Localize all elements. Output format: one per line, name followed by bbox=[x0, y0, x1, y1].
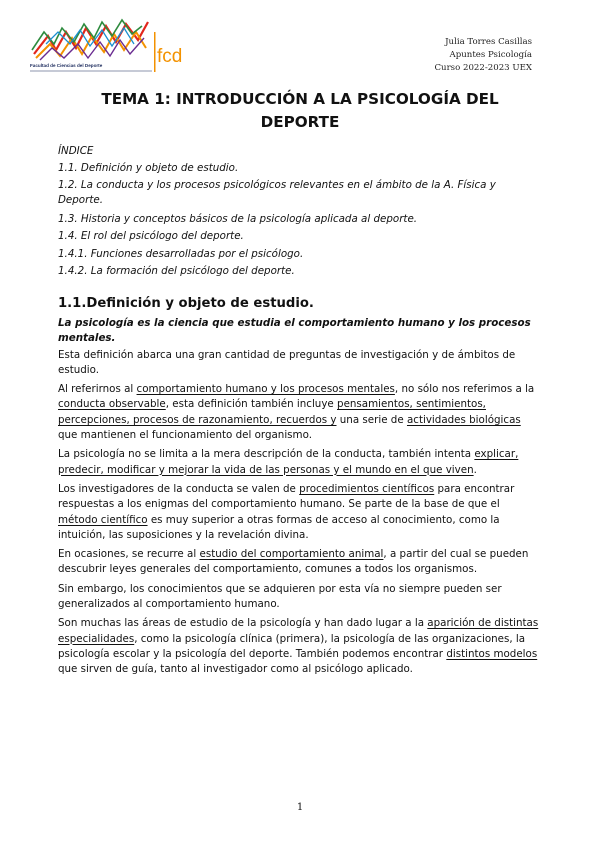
document-body bbox=[58, 143, 542, 682]
paragraph-5: En ocasiones, se recurre al estudio del comportamiento animal, a partir del cual se pueden descubrir leyes generales del comportamiento, comunes a todos los organismos. bbox=[58, 548, 529, 576]
paragraph-2: Al referirnos al comportamiento humano y los procesos mentales, no sólo nos referimos a la conducta observable, esta definición también incluye pensamientos, sentimientos, percepciones, procesos de razonamiento, recuerdos y una serie de actividades biológicas que mantienen el funcionamiento del organismo. bbox=[58, 383, 535, 442]
page-number: 1 bbox=[296, 802, 304, 813]
underlined-term: distintos modelos bbox=[446, 647, 538, 660]
toc-item: 1.4.2. La formación del psicólogo del deporte. bbox=[58, 265, 295, 278]
underlined-term: pensamientos, sentimientos, percepciones, procesos de razonamiento, recuerdos y bbox=[58, 398, 486, 426]
section-heading: 1.1.Definición y objeto de estudio. bbox=[58, 295, 314, 311]
section-lead: La psicología es la ciencia que estudia el comportamiento humano y los procesos mentales. bbox=[58, 316, 531, 345]
paragraph-3: La psicología no se limita a la mera descripción de la conducta, también intenta explicar, predecir, modificar y mejorar la vida de las personas y el mundo en el que viven. bbox=[58, 448, 519, 476]
subject-name: Apuntes Psicología bbox=[449, 50, 532, 60]
document-title: TEMA 1: INTRODUCCIÓN A LA PSICOLOGÍA DEL DEPORTE bbox=[101, 90, 499, 131]
underlined-term: comportamiento humano y los procesos mentales bbox=[136, 383, 395, 396]
faculty-logo bbox=[26, 14, 186, 84]
logo-text: Facultad de Ciencias del Deporte bbox=[30, 63, 103, 68]
header-info bbox=[434, 36, 532, 75]
logo-strokes bbox=[32, 20, 148, 60]
logo-mark: fcd bbox=[157, 46, 183, 67]
underlined-term: explicar, predecir, modificar y mejorar la vida de las personas y el mundo en el que viven bbox=[58, 448, 519, 476]
toc-item: 1.1. Definición y objeto de estudio. bbox=[58, 162, 239, 174]
underlined-term: procedimientos científicos bbox=[299, 482, 435, 495]
paragraph-6: Sin embargo, los conocimientos que se adquieren por esta vía no siempre pueden ser generalizados al comportamiento humano. bbox=[58, 582, 502, 611]
paragraph-7: Son muchas las áreas de estudio de la psicología y han dado lugar a la aparición de distintas especialidades, como la psicología clínica (primera), la psicología de las organizaciones, la psicología escolar y la psicología del deporte. También podemos encontrar distintos modelos que sirven de guía, tanto al investigador como al psicólogo aplicado. bbox=[58, 617, 539, 676]
underlined-term: estudio del comportamiento animal bbox=[199, 548, 384, 561]
author-name: Julia Torres Casillas bbox=[445, 37, 532, 47]
toc-heading: ÍNDICE bbox=[58, 145, 94, 157]
underlined-term: actividades biológicas bbox=[406, 413, 521, 426]
toc-item: 1.2. La conducta y los procesos psicológicos relevantes en el ámbito de la A. Física y Deporte. bbox=[58, 178, 496, 206]
course-info: Curso 2022-2023 UEX bbox=[434, 63, 532, 73]
paragraph-1: Esta definición abarca una gran cantidad de preguntas de investigación y de ámbitos de estudio. bbox=[58, 348, 516, 376]
toc-item: 1.4. El rol del psicólogo del deporte. bbox=[58, 230, 244, 243]
underlined-term: conducta observable bbox=[58, 398, 166, 411]
underlined-term: método científico bbox=[58, 513, 148, 526]
underlined-term: aparición de distintas especialidades bbox=[58, 617, 539, 645]
paragraph-4: Los investigadores de la conducta se valen de procedimientos científicos para encontrar respuestas a los enigmas del comportamiento humano. Se parte de la base de que el método científico es muy superior a otras formas de acceso al conocimiento, como la intuición, las suposiciones y la revelación divina. bbox=[58, 482, 515, 541]
toc-item: 1.3. Historia y conceptos básicos de la psicología aplicada al deporte. bbox=[58, 212, 418, 225]
toc-item: 1.4.1. Funciones desarrolladas por el psicólogo. bbox=[58, 247, 304, 260]
